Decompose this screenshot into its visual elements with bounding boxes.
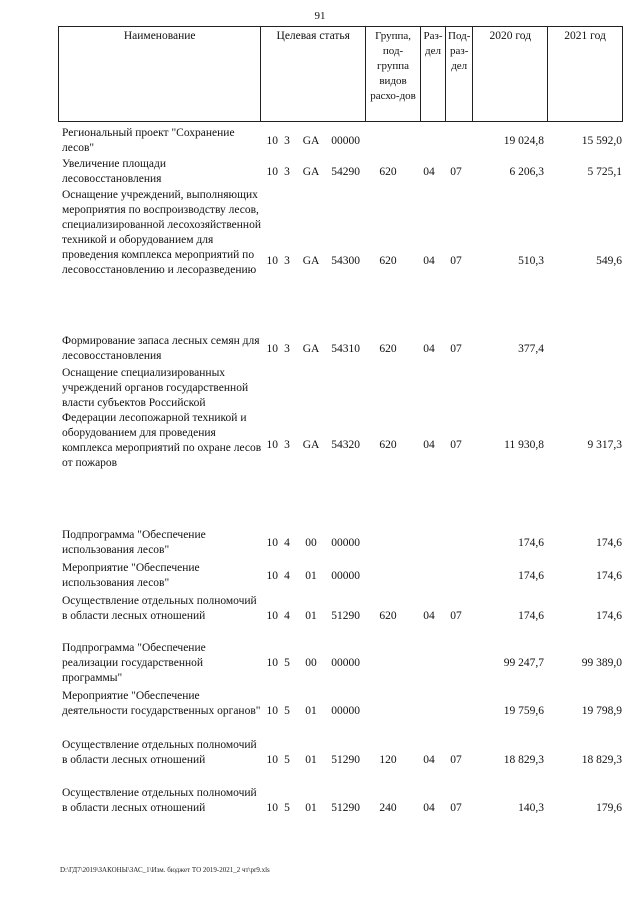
row-section: 04 xyxy=(423,802,435,814)
row-subsection: 07 xyxy=(450,343,462,355)
row-program: 10 xyxy=(266,610,278,622)
row-direction: 51290 xyxy=(331,754,360,766)
row-value-2020: 510,3 xyxy=(518,255,544,267)
row-direction: 54290 xyxy=(331,166,360,178)
row-group: 240 xyxy=(379,802,397,814)
row-subprogram: 5 xyxy=(284,754,290,766)
row-program: 10 xyxy=(266,802,278,814)
row-value-2021: 174,6 xyxy=(596,570,622,582)
row-subsection: 07 xyxy=(450,166,462,178)
row-subprogram: 5 xyxy=(284,657,290,669)
row-value-2020: 6 206,3 xyxy=(509,166,544,178)
row-direction: 00000 xyxy=(331,705,360,717)
row-direction: 54320 xyxy=(331,439,360,451)
row-program: 10 xyxy=(266,754,278,766)
row-subprogram: 4 xyxy=(284,570,290,582)
table-header xyxy=(58,26,623,122)
row-group: 120 xyxy=(379,754,397,766)
row-subprogram: 3 xyxy=(284,343,290,355)
row-main-event: 01 xyxy=(305,610,317,622)
row-name: Региональный проект "Сохранение лесов" xyxy=(62,127,235,154)
row-name: Осуществление отдельных полномочий в области лесных отношений xyxy=(62,787,257,814)
header-year-2021: 2021 год xyxy=(548,27,623,122)
row-group: 620 xyxy=(379,610,397,622)
row-subsection: 07 xyxy=(450,610,462,622)
row-value-2020: 19 759,6 xyxy=(503,705,544,717)
row-section: 04 xyxy=(423,343,435,355)
row-value-2021: 549,6 xyxy=(596,255,622,267)
row-section: 04 xyxy=(423,754,435,766)
row-main-event: 01 xyxy=(305,802,317,814)
row-value-2021: 5 725,1 xyxy=(587,166,622,178)
row-direction: 54300 xyxy=(331,255,360,267)
row-direction: 00000 xyxy=(331,135,360,147)
row-name: Осуществление отдельных полномочий в области лесных отношений xyxy=(62,739,257,766)
row-value-2021: 174,6 xyxy=(596,537,622,549)
row-section: 04 xyxy=(423,166,435,178)
row-value-2020: 174,6 xyxy=(518,570,544,582)
row-value-2020: 174,6 xyxy=(518,537,544,549)
row-value-2020: 174,6 xyxy=(518,610,544,622)
header-year-2020: 2020 год xyxy=(473,27,548,122)
row-value-2021: 179,6 xyxy=(596,802,622,814)
row-value-2021: 18 829,3 xyxy=(581,754,622,766)
row-direction: 00000 xyxy=(331,657,360,669)
page-number: 91 xyxy=(314,10,326,22)
row-value-2021: 174,6 xyxy=(596,610,622,622)
row-program: 10 xyxy=(266,537,278,549)
row-name: Мероприятие "Обеспечение деятельности государственных органов" xyxy=(62,690,261,717)
row-direction: 51290 xyxy=(331,802,360,814)
row-direction: 51290 xyxy=(331,610,360,622)
row-value-2020: 18 829,3 xyxy=(503,754,544,766)
row-group: 620 xyxy=(379,255,397,267)
row-subsection: 07 xyxy=(450,439,462,451)
row-value-2020: 99 247,7 xyxy=(503,657,544,669)
row-value-2021: 99 389,0 xyxy=(581,657,622,669)
row-value-2020: 19 024,8 xyxy=(503,135,544,147)
row-subsection: 07 xyxy=(450,754,462,766)
row-subprogram: 3 xyxy=(284,135,290,147)
header-name: Наименование xyxy=(59,27,261,122)
row-subprogram: 4 xyxy=(284,537,290,549)
row-main-event: 01 xyxy=(305,570,317,582)
row-subprogram: 3 xyxy=(284,255,290,267)
row-direction: 54310 xyxy=(331,343,360,355)
row-subsection: 07 xyxy=(450,802,462,814)
row-group: 620 xyxy=(379,166,397,178)
row-main-event: 01 xyxy=(305,754,317,766)
row-name: Оснащение специализированных учреждений органов государственной власти субъектов Российской Федерации лесопожарной техникой и оборудованием для проведения комплекса мероприятий по охране лесов от пожаров xyxy=(62,367,262,469)
row-main-event: GA xyxy=(302,343,320,355)
row-name: Увеличение площади лесовосстановления xyxy=(62,158,166,185)
row-value-2020: 377,4 xyxy=(518,343,544,355)
row-subprogram: 3 xyxy=(284,166,290,178)
row-program: 10 xyxy=(266,439,278,451)
header-group: Группа, под-группа видов расхо-дов xyxy=(366,27,421,122)
row-main-event: GA xyxy=(302,255,320,267)
row-direction: 00000 xyxy=(331,570,360,582)
row-group: 620 xyxy=(379,439,397,451)
row-main-event: 01 xyxy=(305,705,317,717)
row-name: Осуществление отдельных полномочий в области лесных отношений xyxy=(62,595,257,622)
row-main-event: 00 xyxy=(305,537,317,549)
row-subprogram: 5 xyxy=(284,802,290,814)
row-section: 04 xyxy=(423,610,435,622)
row-main-event: GA xyxy=(302,439,320,451)
header-subsection: Под-раз-дел xyxy=(446,27,473,122)
header-section: Раз-дел xyxy=(421,27,446,122)
row-name: Подпрограмма "Обеспечение реализации государственной программы" xyxy=(62,642,206,684)
row-main-event: GA xyxy=(302,135,320,147)
row-subprogram: 3 xyxy=(284,439,290,451)
row-value-2020: 11 930,8 xyxy=(504,439,544,451)
row-direction: 00000 xyxy=(331,537,360,549)
row-main-event: 00 xyxy=(305,657,317,669)
row-program: 10 xyxy=(266,255,278,267)
row-subprogram: 4 xyxy=(284,610,290,622)
row-program: 10 xyxy=(266,166,278,178)
row-section: 04 xyxy=(423,255,435,267)
file-path-footer: D:\ГД7\2019\ЗАКОНЫ\ЗАС_1\Изм. бюджет ТО 2019-2021_2 чт\pr9.xls xyxy=(60,866,270,874)
row-value-2021: 9 317,3 xyxy=(587,439,622,451)
header-target-article: Целевая статья xyxy=(261,27,366,122)
row-value-2020: 140,3 xyxy=(518,802,544,814)
row-section: 04 xyxy=(423,439,435,451)
row-name: Мероприятие "Обеспечение использования лесов" xyxy=(62,562,200,589)
row-program: 10 xyxy=(266,657,278,669)
row-name: Оснащение учреждений, выполняющих мероприятия по воспроизводству лесов, специализированной лесохозяйственной техникой и оборудованием для проведения комплекса мероприятий по лесовосстановлению и лесоразведению xyxy=(62,189,261,276)
row-main-event: GA xyxy=(302,166,320,178)
row-program: 10 xyxy=(266,135,278,147)
row-value-2021: 19 798,9 xyxy=(581,705,622,717)
row-value-2021: 15 592,0 xyxy=(581,135,622,147)
row-subprogram: 5 xyxy=(284,705,290,717)
row-subsection: 07 xyxy=(450,255,462,267)
row-program: 10 xyxy=(266,570,278,582)
row-group: 620 xyxy=(379,343,397,355)
row-program: 10 xyxy=(266,705,278,717)
row-name: Формирование запаса лесных семян для лесовосстановления xyxy=(62,335,260,362)
row-program: 10 xyxy=(266,343,278,355)
row-name: Подпрограмма "Обеспечение использования лесов" xyxy=(62,529,206,556)
